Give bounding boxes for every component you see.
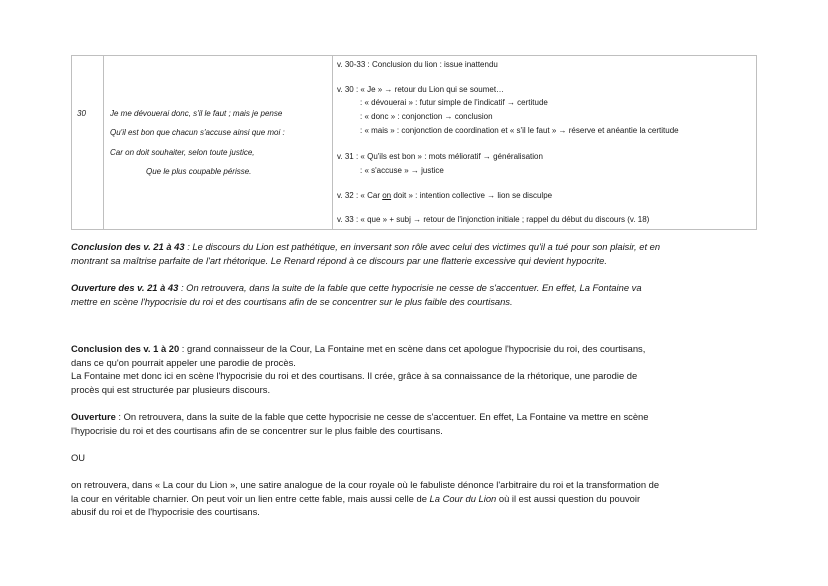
paragraph-heading: Conclusion des v. 1 à 20 bbox=[71, 343, 180, 354]
analysis-note: v. 30-33 : Conclusion du lion : issue inattendu bbox=[337, 60, 498, 69]
analysis-notes-cell bbox=[333, 56, 757, 230]
paragraph-heading: Conclusion des v. 21 à 43 bbox=[71, 241, 185, 252]
analysis-note: v. 30 : « Je » → retour du Lion qui se soumet… bbox=[337, 85, 505, 94]
verse-number-cell bbox=[72, 56, 104, 230]
analysis-note: v. 32 : « Car on doit » : intention collective → lion se disculpe bbox=[337, 191, 553, 200]
verse-line: Que le plus coupable périsse. bbox=[146, 167, 252, 176]
analysis-note: v. 31 : « Qu'ils est bon » : mots mélioratif → généralisation bbox=[337, 152, 543, 161]
table-row bbox=[72, 56, 757, 230]
paragraph-heading: Ouverture des v. 21 à 43 bbox=[71, 282, 179, 293]
conclusion-paragraph: Conclusion des v. 21 à 43 : Le discours du Lion est pathétique, en inversant son rôle avec celui des victimes qu'il a tué pour son plaisir, et en montrant sa maîtrise parfaite de l'art rhétorique. Le Renard répond à ce discours par une flatterie excessive qui devient hypocrite. bbox=[71, 241, 661, 266]
verse-text-cell bbox=[104, 56, 333, 230]
opening-paragraph: Ouverture : On retrouvera, dans la suite de la fable que cette hypocrisie ne cesse de s'accentuer. En effet, La Fontaine va mettre en scène l'hypocrisie du roi et des courtisans afin de se concentrer sur le plus faible des courtisans. bbox=[71, 411, 649, 436]
analysis-table bbox=[71, 55, 757, 230]
or-separator: OU bbox=[71, 452, 86, 463]
paragraph-heading: Ouverture bbox=[71, 411, 116, 422]
analysis-note: : « s'accuse » → justice bbox=[360, 166, 444, 175]
analysis-note: v. 33 : « que » + subj → retour de l'injonction initiale ; rappel du début du discours (v. 18) bbox=[337, 215, 650, 224]
analysis-note: : « donc » : conjonction → conclusion bbox=[360, 112, 493, 121]
opening-paragraph: Ouverture des v. 21 à 43 : On retrouvera, dans la suite de la fable que cette hypocrisie ne cesse de s'accentuer. En effet, La Fontaine va mettre en scène l'hypocrisie du roi et des courtisans afin de se concentrer sur le plus faible des courtisans. bbox=[71, 282, 642, 307]
verse-line: Car on doit souhaiter, selon toute justice, bbox=[110, 148, 255, 157]
analysis-note: : « dévouerai » : futur simple de l'indicatif → certitude bbox=[360, 98, 548, 107]
analysis-note: : « mais » : conjonction de coordination et « s'il le faut » → réserve et anéantie la certitude bbox=[360, 126, 679, 135]
work-title: La Cour du Lion bbox=[429, 492, 497, 504]
alternative-paragraph: on retrouvera, dans « La cour du Lion », une satire analogue de la cour royale où le fabuliste dénonce l'arbitraire du roi et la transformation de la cour en véritable charnier. On peut voir un lien entre cette fable, mais aussi celle de La Cour du Lion où il est aussi question du pouvoir abusif du roi et de l'hypocrisie des courtisans. bbox=[71, 479, 660, 517]
underlined-word: on bbox=[382, 191, 392, 200]
verse-number: 30 bbox=[77, 109, 86, 118]
verse-line: Qu'il est bon que chacun s'accuse ainsi que moi : bbox=[110, 128, 285, 137]
verse-line: Je me dévouerai donc, s'il le faut ; mais je pense bbox=[110, 109, 283, 118]
conclusion-paragraph: Conclusion des v. 1 à 20 : grand connaisseur de la Cour, La Fontaine met en scène dans cet apologue l'hypocrisie du roi, des courtisans, dans ce qu'on pourrait appeler une parodie de procès. La Fontaine met donc ici en scène l'hypocrisie du roi et des courtisans. Il crée, grâce à sa connaissance de la rhétorique, une parodie de procès qui est structurée par plusieurs discours. bbox=[71, 343, 646, 395]
